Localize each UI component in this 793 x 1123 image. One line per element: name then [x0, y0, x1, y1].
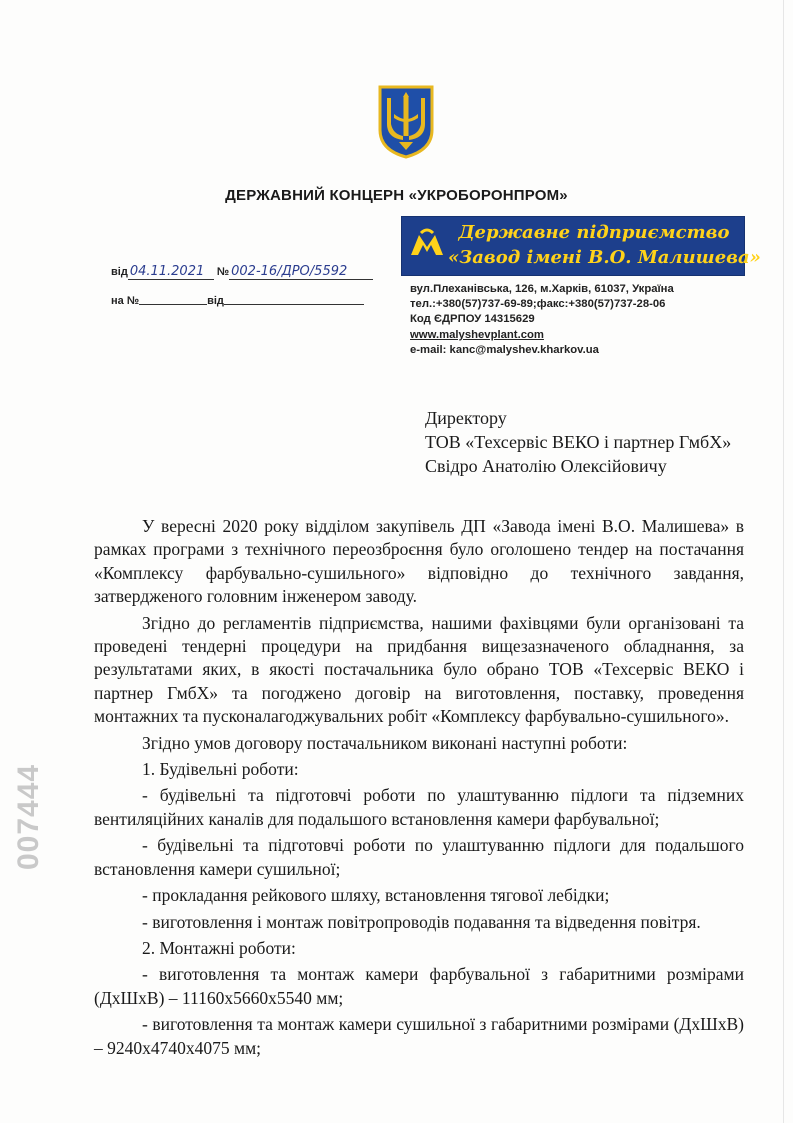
edrpou-code: Код ЄДРПОУ 14315629 — [410, 313, 535, 326]
addressee-company: ТОВ «Техсервіс ВЕКО і партнер ГмбХ» — [425, 432, 732, 452]
handwritten-number: 002-16/ДРО/5592 — [229, 264, 373, 280]
addressee-position: Директору — [425, 408, 507, 428]
vid-label: від — [111, 266, 128, 278]
address: вул.Плеханівська, 126, м.Харків, 61037, Україна — [410, 283, 674, 295]
incoming-registration — [111, 293, 364, 307]
list-item: - виготовлення і монтаж повітропроводів подавання та відведення повітря. — [142, 911, 701, 932]
blank-line — [139, 293, 207, 305]
website-link[interactable]: www.malyshevplant.com — [410, 328, 544, 341]
list-item: - виготовлення та монтаж камери фарбувальної з габаритними розмірами (ДхШхВ) – 11160х5660х5540 мм; — [94, 964, 744, 1008]
banner-line-1: Державне підприємство — [458, 222, 730, 243]
addressee-block — [425, 406, 731, 478]
section-heading: 2. Монтажні роботи: — [142, 937, 296, 958]
banner-line-2: «Завод імені В.О. Малишева» — [448, 247, 761, 268]
company-logo-icon — [407, 225, 447, 265]
list-item: - прокладання рейкового шляху, встановлення тягової лебідки; — [142, 885, 610, 906]
concern-title: ДЕРЖАВНИЙ КОНЦЕРН «УКРОБОРОНПРОМ» — [225, 187, 568, 204]
contact-block — [410, 282, 750, 358]
letter-body — [94, 515, 744, 1063]
section-heading: 1. Будівельні роботи: — [142, 759, 299, 780]
number-label: № — [216, 266, 230, 278]
stamp-number: 007444 — [12, 763, 45, 870]
scan-edge — [783, 0, 784, 1123]
handwritten-date: 04.11.2021 — [128, 264, 214, 280]
list-item: - будівельні та підготовчі роботи по улаштуванню підлоги та підземних вентиляційних каналів для подальшого встановлення камери фарбувальної; — [94, 785, 744, 829]
list-item: - виготовлення та монтаж камери сушильної з габаритними розмірами (ДхШхВ) – 9240х4740х4075 мм; — [94, 1014, 744, 1058]
addressee-name: Свідро Анатолію Олексійовичу — [425, 456, 667, 476]
outgoing-registration — [111, 264, 373, 280]
paragraph: У вересні 2020 року відділом закупівель ДП «Завода імені В.О. Малишева» в рамках програми з технічного переозброєння було оголошено тендер на постачання «Комплексу фарбувально-сушильного» відповідно до технічного завдання, затвердженого головним інженером заводу. — [94, 516, 744, 607]
paragraph: Згідно до регламентів підприємства, нашими фахівцями були організовані та проведені тендерні процедури на придбання вищезазначеного обладнання, за результатами яких, в якості постачальника було обрано ТОВ «Техсервіс ВЕКО і партнер ГмбХ» та погоджено договір на виготовлення, поставку, проведення монтажних та пусконалагоджувальних робіт «Комплексу фарбувально-сушильного». — [94, 612, 744, 727]
company-banner — [401, 216, 761, 276]
na-number-label: на № — [111, 295, 140, 307]
paragraph: Згідно умов договору постачальником виконані наступні роботи: — [142, 732, 628, 753]
list-item: - будівельні та підготовчі роботи по улаштуванню підлоги для подальшого встановлення камери сушильної; — [94, 835, 744, 879]
side-stamp — [8, 763, 52, 870]
vid-label-2: від — [207, 295, 224, 307]
email[interactable]: e-mail: kanc@malyshev.kharkov.ua — [410, 343, 599, 356]
phone-fax: тел.:+380(57)737-69-89;факс:+380(57)737-28-06 — [410, 298, 666, 311]
coat-of-arms-icon — [377, 84, 435, 160]
blank-line — [224, 293, 364, 305]
